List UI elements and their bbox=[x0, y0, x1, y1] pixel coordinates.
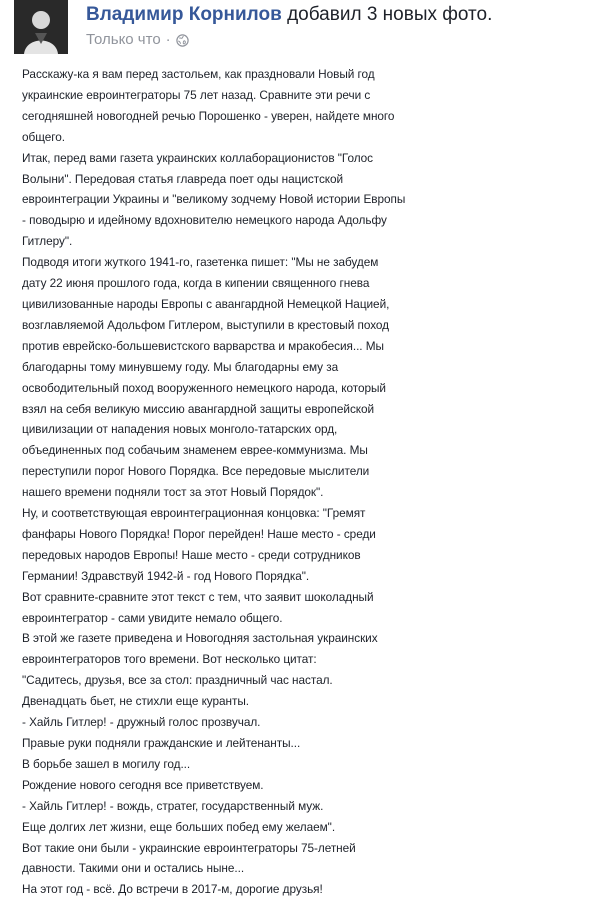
post-text-line: возглавляемой Адольфом Гитлером, выступили в крестовый поход bbox=[22, 317, 390, 332]
post-text-line: переступили порог Нового Порядка. Все передовые мыслители bbox=[22, 464, 370, 479]
meta-separator: · bbox=[165, 31, 171, 48]
post-text-line: евроинтегратор - сами увидите немало общего. bbox=[22, 610, 283, 625]
post-text-line: освободительный поход вооруженного немецкого народа, который bbox=[22, 380, 386, 395]
post-text-line: евроинтеграторов того времени. Вот несколько цитат: bbox=[22, 652, 317, 667]
post-text-line: Подводя итоги жуткого 1941-го, газетенка пишет: "Мы не забудем bbox=[22, 255, 379, 270]
post-text bbox=[22, 64, 592, 900]
globe-icon[interactable] bbox=[176, 34, 189, 47]
author-avatar[interactable] bbox=[14, 0, 68, 54]
post-text-line: Германии! Здравствуй 1942-й - год Нового Порядка". bbox=[22, 568, 310, 583]
post-text-line: Итак, перед вами газета украинских коллаборационистов "Голос bbox=[22, 150, 374, 165]
post-title-line bbox=[86, 4, 586, 26]
post-text-line: взял на себя великую миссию авангардной защиты европейской bbox=[22, 401, 375, 416]
post-text-line: Гитлеру". bbox=[22, 234, 73, 249]
post-text-line: Ну, и соответствующая евроинтеграционная концовка: "Гремят bbox=[22, 506, 366, 521]
post-text-line: общего. bbox=[22, 129, 65, 144]
post-text-line: евроинтеграции Украины и "великому зодчему Новой истории Европы bbox=[22, 192, 406, 207]
post-text-line: цивилизации от нападения новых монголо-татарских орд, bbox=[22, 422, 338, 437]
post-text-line: передовых народов Европы! Наше место - среди сотрудников bbox=[22, 547, 361, 562]
post-text-line: давности. Такими они и остались ныне... bbox=[22, 861, 245, 876]
post-text-line: Расскажу-ка я вам перед застольем, как праздновали Новый год bbox=[22, 67, 375, 81]
post-text-line: На этот год - всё. До встречи в 2017-м, дорогие друзья! bbox=[22, 882, 323, 897]
post-text-line: украинские евроинтеграторы 75 лет назад. Сравните эти речи с bbox=[22, 87, 371, 102]
post-timestamp[interactable]: Только что bbox=[86, 31, 161, 48]
post-text-line: фанфары Нового Порядка! Порог перейден! Наше место - среди bbox=[22, 526, 376, 541]
author-name-link[interactable]: Владимир Корнилов bbox=[86, 4, 282, 25]
post-text-line: Рождение нового сегодня все приветствуем. bbox=[22, 777, 264, 792]
post-text-line: сегодняшней новогодней речью Порошенко - уверен, найдете много bbox=[22, 108, 395, 123]
post-text-line: Двенадцать бьет, не стихли еще куранты. bbox=[22, 694, 250, 709]
post-text-line: Волыни". Передовая статья главреда поет оды нацистской bbox=[22, 171, 344, 186]
post-action-text: добавил 3 новых фото. bbox=[287, 4, 493, 25]
post-text-line: нашего времени подняли тост за этот Новый Порядок". bbox=[22, 485, 324, 500]
post-text-line: против еврейско-большевистского варварства и мракобесия... Мы bbox=[22, 338, 384, 353]
post-text-line: "Садитесь, друзья, все за стол: праздничный час настал. bbox=[22, 673, 333, 688]
post-text-line: дату 22 июня прошлого года, когда в кипении священного гнева bbox=[22, 276, 370, 291]
avatar-photo bbox=[14, 0, 68, 54]
post-header-text bbox=[86, 4, 586, 49]
post-text-line: - Хайль Гитлер! - дружный голос прозвучал. bbox=[22, 715, 261, 730]
post-meta bbox=[86, 31, 586, 49]
post-text-line: Вот такие они были - украинские евроинтеграторы 75-летней bbox=[22, 840, 356, 855]
post-text-line: - Хайль Гитлер! - вождь, стратег, государственный муж. bbox=[22, 798, 324, 813]
post-text-line: Правые руки подняли гражданские и лейтенанты... bbox=[22, 736, 301, 750]
post-text-line: В борьбе зашел в могилу год... bbox=[22, 756, 191, 771]
post-text-line: - поводырю и идейному вдохновителю немецкого народа Адольфу bbox=[22, 213, 387, 228]
post-text-line: Вот сравните-сравните этот текст с тем, что заявит шоколадный bbox=[22, 589, 374, 604]
post-text-line: Еще долгих лет жизни, еще больших побед ему желаем". bbox=[22, 819, 336, 834]
post-text-line: объединенных под собачьим знаменем евреe-коммунизма. Мы bbox=[22, 443, 368, 458]
post-text-line: благодарны тому минувшему году. Мы благодарны ему за bbox=[22, 359, 339, 374]
post-header bbox=[14, 0, 586, 56]
post-text-line: цивилизованные народы Европы с авангардной Немецкой Нацией, bbox=[22, 296, 390, 311]
post-text-line: В этой же газете приведена и Новогодняя застольная украинских bbox=[22, 631, 378, 646]
